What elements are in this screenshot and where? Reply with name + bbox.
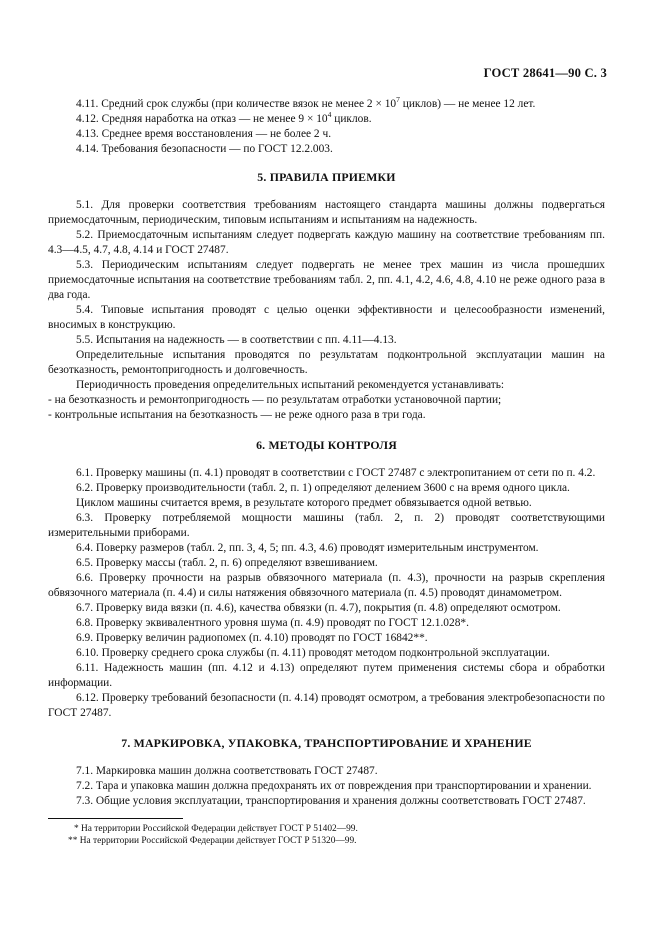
section-7-title: 7. МАРКИРОВКА, УПАКОВКА, ТРАНСПОРТИРОВАНИЕ И ХРАНЕНИЕ [121, 736, 532, 750]
footnote-divider [48, 818, 183, 819]
clause-7-2: 7.2. Тара и упаковка машин должна предохранять их от повреждения при транспортировании и хранении. [76, 780, 592, 792]
clause-5-1: 5.1. Для проверки соответствия требованиям настоящего стандарта машины должны подвергаться приемосдаточным, периодическим, типовым испытаниям и испытаниям на надежность. [48, 199, 605, 226]
clause-6-7: 6.7. Проверку вида вязки (п. 4.6), качества обвязки (п. 4.7), покрытия (п. 4.8) определяют осмотром. [76, 602, 561, 614]
clause-7-1: 7.1. Маркировка машин должна соответствовать ГОСТ 27487. [76, 765, 378, 777]
clause-4-12: 4.12. Средняя наработка на отказ — не менее $9 \times 10^4$ циклов. [76, 110, 372, 125]
clause-6-8: 6.8. Проверку эквивалентного уровня шума (п. 4.9) проводят по ГОСТ 12.1.028*. [76, 617, 469, 629]
clause-7-3: 7.3. Общие условия эксплуатации, транспортирования и хранения должны соответствовать ГОСТ 27487. [76, 795, 586, 807]
clause-6-3: 6.3. Проверку потребляемой мощности машины (табл. 2, п. 2) проводят соответствующими измерительными приборами. [48, 512, 605, 539]
clause-5-4: 5.4. Типовые испытания проводят с целью оценки эффективности и целесообразности изменений, вносимых в конструкцию. [48, 304, 605, 331]
clause-5-2: 5.2. Приемосдаточным испытаниям следует подвергать каждую машину на соответствие требованиям пп. 4.3—4.5, 4.7, 4.8, 4.14 и ГОСТ 27487. [48, 229, 605, 256]
clause-5-5: 5.5. Испытания на надежность — в соответствии с пп. 4.11—4.13. [76, 334, 397, 346]
section-6-title: 6. МЕТОДЫ КОНТРОЛЯ [256, 438, 397, 452]
clause-6-10: 6.10. Проверку среднего срока службы (п. 4.11) проводят методом подконтрольной эксплуатации. [76, 647, 550, 659]
clause-6-9: 6.9. Проверку величин радиопомех (п. 4.10) проводят по ГОСТ 16842**. [76, 632, 428, 644]
clause-6-2: 6.2. Проверку производительности (табл. 2, п. 1) определяют делением 3600 с на время одного цикла. [76, 482, 570, 494]
list-item-control-tests: - контрольные испытания на безотказность — не реже одного раза в три года. [48, 409, 426, 421]
list-item-reliability: - на безотказность и ремонтопригодность — по результатам отработки установочной партии; [48, 394, 502, 406]
footnote-2: ** На территории Российской Федерации действует ГОСТ Р 51320—99. [68, 836, 357, 846]
page-header: ГОСТ 28641—90 С. 3 [483, 66, 607, 80]
clause-4-13: 4.13. Среднее время восстановления — не более 2 ч. [76, 128, 332, 140]
clause-6-11: 6.11. Надежность машин (пп. 4.12 и 4.13) определяют путем применения системы сбора и обработки информации. [48, 662, 605, 689]
clause-6-6: 6.6. Проверку прочности на разрыв обвязочного материала (п. 4.3), прочности на разрыв скрепления обвязочного материала (п. 4.4) и силы натяжения обвязочного материала (п. 4.5) проводят динамометром. [48, 572, 605, 599]
clause-6-12: 6.12. Проверку требований безопасности (п. 4.14) проводят осмотром, а требования электробезопасности по ГОСТ 27487. [48, 692, 605, 719]
section-5-title: 5. ПРАВИЛА ПРИЕМКИ [257, 170, 396, 184]
clause-5-3: 5.3. Периодическим испытаниям следует подвергать не менее трех машин из числа прошедших приемосдаточные испытания на соответствие требованиям табл. 2, пп. 4.1, 4.2, 4.6, 4.8, 4.10 не реже одного раза в два года. [48, 259, 605, 301]
clause-6-4: 6.4. Поверку размеров (табл. 2, пп. 3, 4, 5; пп. 4.3, 4.6) проводят измерительным инструментом. [76, 542, 539, 554]
clause-4-14: 4.14. Требования безопасности — по ГОСТ 12.2.003. [76, 143, 333, 155]
paragraph-6-cycle: Циклом машины считается время, в результате которого предмет обвязывается одной ветвью. [76, 497, 532, 509]
paragraph-5-definitive-tests: Определительные испытания проводятся по результатам подконтрольной эксплуатации машин на безотказность, ремонтопригодность и долговечность. [48, 349, 605, 376]
clause-6-1: 6.1. Проверку машины (п. 4.1) проводят в соответствии с ГОСТ 27487 с электропитанием от сети по п. 4.2. [76, 467, 596, 479]
clause-4-11: 4.11. Средний срок службы (при количестве вязок не менее $2 \times 10^7$ циклов) — не менее 12 лет. [76, 95, 536, 110]
document-body [48, 97, 605, 847]
clause-6-5: 6.5. Проверку массы (табл. 2, п. 6) определяют взвешиванием. [76, 557, 378, 569]
footnote-1: * На территории Российской Федерации действует ГОСТ Р 51402—99. [74, 824, 358, 834]
paragraph-5-periodicity: Периодичность проведения определительных испытаний рекомендуется устанавливать: [76, 379, 505, 391]
